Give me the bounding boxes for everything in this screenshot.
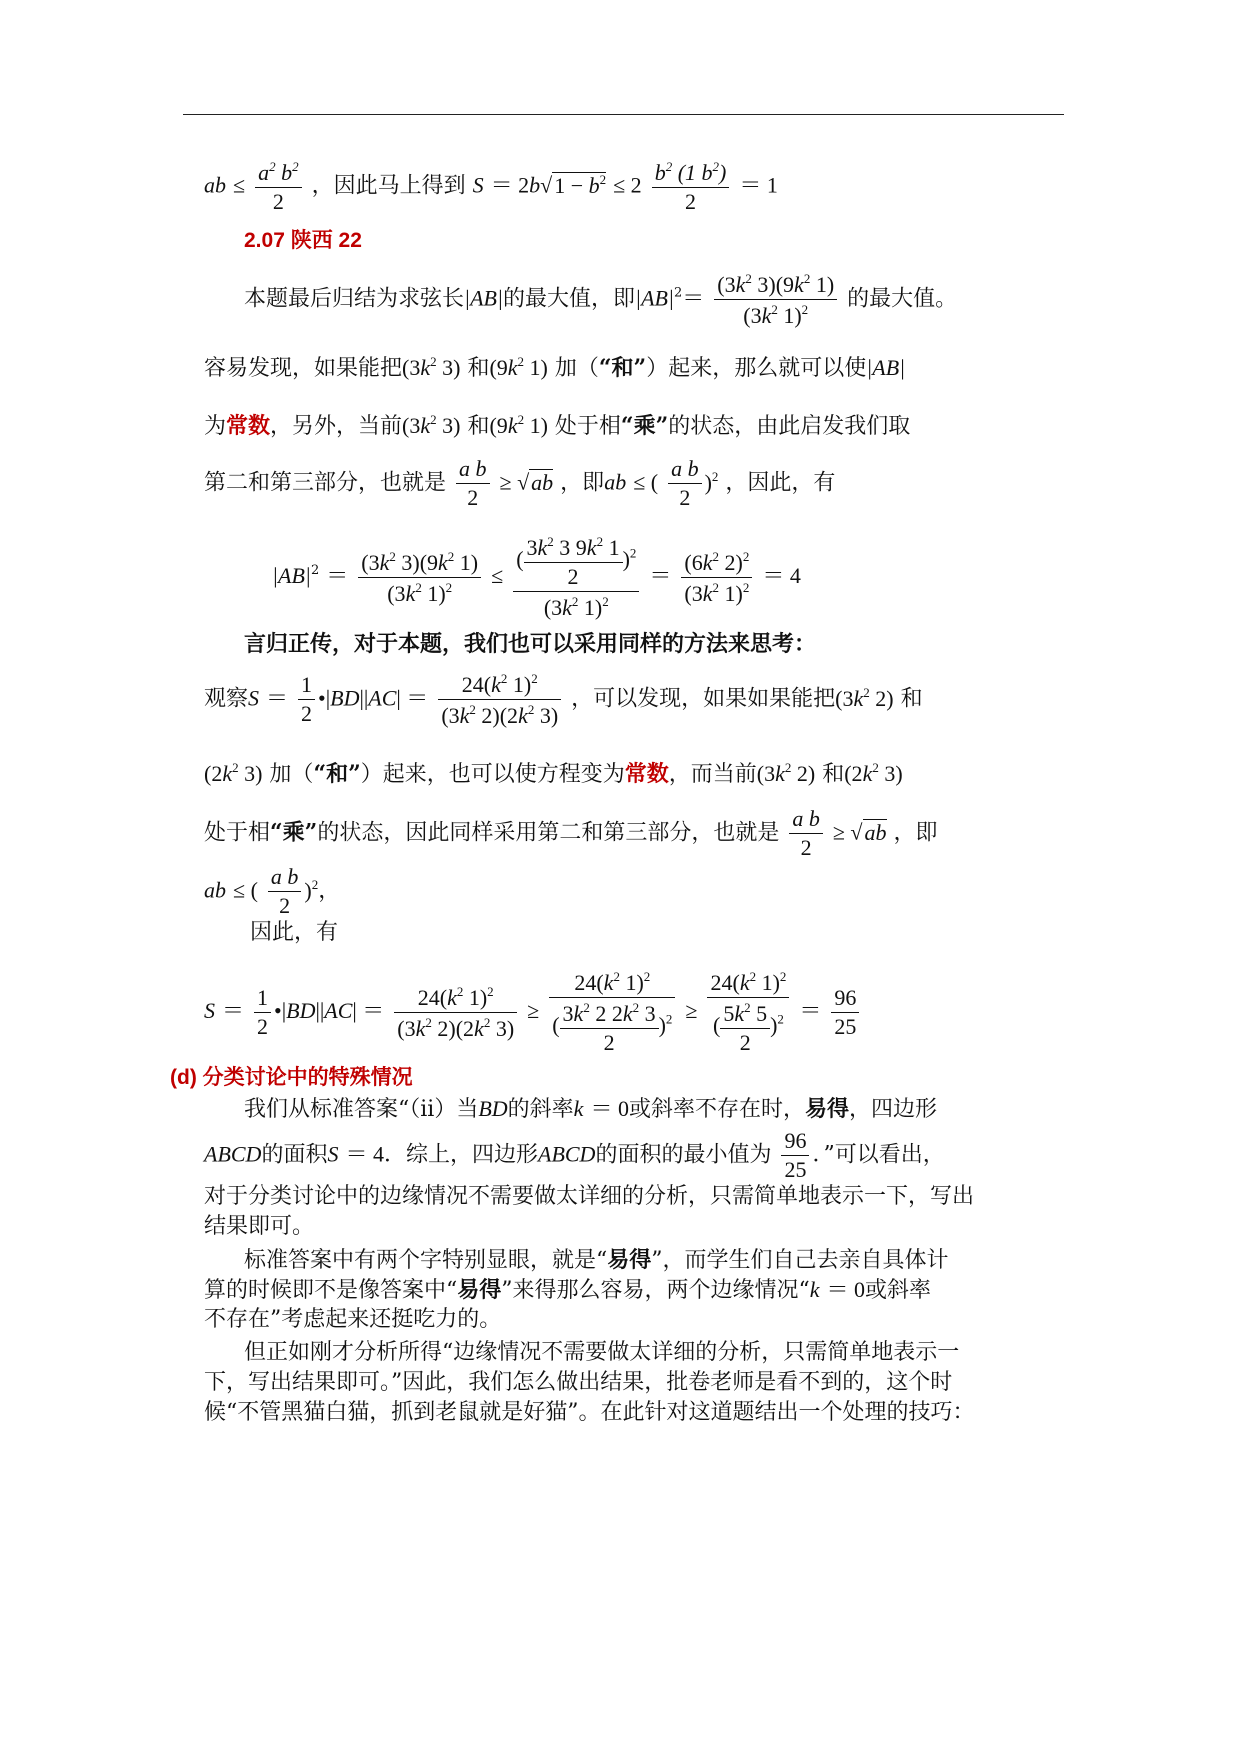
paragraph-line: 容易发现，如果能把($3k^2$ 3) 和($9k^2$ 1) 加（“和”）起来，那么就可以使|AB| (204, 354, 906, 381)
paragraph-line: ab ≤ ( $\frac{\text{a b}}{2}$ )$^2$， (204, 864, 341, 918)
paragraph-line: ($2k^2$ 3) 加（“和”）起来，也可以使方程变为常数，而当前($3k^2$ 2) 和($2k^2$ 3) (204, 760, 903, 787)
paragraph-line: 为常数，另外，当前($3k^2$ 3) 和($9k^2$ 1) 处于相“乘”的状态，由此启发我们取 (204, 412, 911, 439)
equation-line-3: S ＝ $\frac{1}{2}$ •|BD||AC| ＝ $\frac{24(k^2 1)^2}{(3k^2 2)(2k^2 3)}$ ≥ $24(k^2$ 1)$^2$ ( $\frac{3k^2 2 2k^2 3}{2}$ )$^2$ ≥ $24(k^2$ 1)$^2$ ( $\frac{5k^2 5}{2}$ )$^2$ ＝ $\frac{96}{25}$ (204, 970, 862, 1054)
paragraph-line: 不存在”考虑起来还挺吃力的。 (204, 1307, 502, 1332)
paragraph-line: 标准答案中有两个字特别显眼，就是“易得”，而学生们自己去亲自具体计 (244, 1247, 949, 1273)
fraction: $\frac{\text{a b}}{2}$ (668, 458, 702, 509)
fraction: $\frac{b^2 (1 b^2)}{2}$ (652, 160, 730, 213)
paragraph-line: 第二和第三部分，也就是 $\frac{\text{a b}}{2}$ ≥ √ab ，即ab ≤ ( $\frac{\text{a b}}{2}$ )$^2$ ，因此，有 (204, 456, 836, 510)
paragraph-line: 算的时候即不是像答案中“易得”来得那么容易，两个边缘情况“k ＝ 0或斜率 (204, 1277, 932, 1303)
fraction: $\frac{\text{a b}}{2}$ (456, 458, 490, 509)
paragraph-line: 候“不管黑猫白猫，抓到老鼠就是好猫”。在此针对这道题结出一个处理的技巧： (204, 1400, 975, 1425)
paragraph-line: 结果即可。 (204, 1214, 315, 1239)
text: ，因此马上得到 (311, 173, 466, 199)
paragraph-line: ABCD的面积S ＝ 4．综上，四边形ABCD的面积的最小值为 $\frac{96}{25}$ ．”可以看出， (204, 1128, 945, 1182)
equation-line-1: ab ≤ $\frac{a^2 b^2}{2}$ ，因此马上得到 $S = 2b√1 - b^2 \le 2$ $\frac{b^2 (1 b^2)}{2}$ ＝ 1 (204, 159, 778, 214)
paragraph-line: 处于相“乘”的状态，因此同样采用第二和第三部分，也就是 $\frac{\text{a b}}{2}$ ≥ √ab ，即 (204, 806, 938, 860)
paragraph-line: 但正如刚才分析所得“边缘情况不需要做太详细的分析，只需简单地表示一 (244, 1340, 960, 1365)
equation-line-2: $|AB|^2$ ＝ $\frac{(3k^2 3)(9k^2 1)}{(3k^2 1)^2}$ ≤ ( $\frac{3k^2 3 9k^2 1}{2}$ )$^2$ ($3k^2$ 1)$^2$ ＝ $\frac{(6k^2 2)^2}{(3k^2 1)^2}$ ＝ 4 (272, 534, 801, 620)
paragraph-line: 对于分类讨论中的边缘情况不需要做太详细的分析，只需简单地表示一下，写出 (204, 1184, 975, 1209)
paragraph-line: 观察S ＝ $\frac{1}{2}$ •|BD||AC| ＝ $\frac{24(k^2 1)^2}{(3k^2 2)(2k^2 3)}$ ，可以发现，如果如果能把($3k^2$ 2) 和 (204, 671, 923, 728)
bold-statement: 言归正传，对于本题，我们也可以采用同样的方法来思考： (244, 631, 817, 657)
paragraph-line: 我们从标准答案“（ii）当BD的斜率k ＝ 0或斜率不存在时，易得，四边形 (244, 1096, 937, 1122)
header-rule (183, 114, 1064, 115)
fraction: $\frac{(3k^2 3)(9k^2 1)}{(3k^2 1)^2}$ (714, 272, 837, 327)
paragraph-line: 下，写出结果即可。”因此，我们怎么做出结果，批卷老师是看不到的，这个时 (204, 1370, 953, 1395)
paragraph-line: 本题最后归结为求弦长|AB|的最大值，即$|AB|^2=$ $\frac{(3k^2 3)(9k^2 1)}{(3k^2 1)^2}$ 的最大值。 (244, 271, 958, 328)
section-title-d: (d) 分类讨论中的特殊情况 (170, 1066, 413, 1089)
paragraph-line: 因此，有 (250, 920, 339, 945)
fraction: $\frac{a^2 b^2}{2}$ (255, 160, 302, 213)
section-title-207: 2.07 陕西 22 (244, 229, 362, 252)
